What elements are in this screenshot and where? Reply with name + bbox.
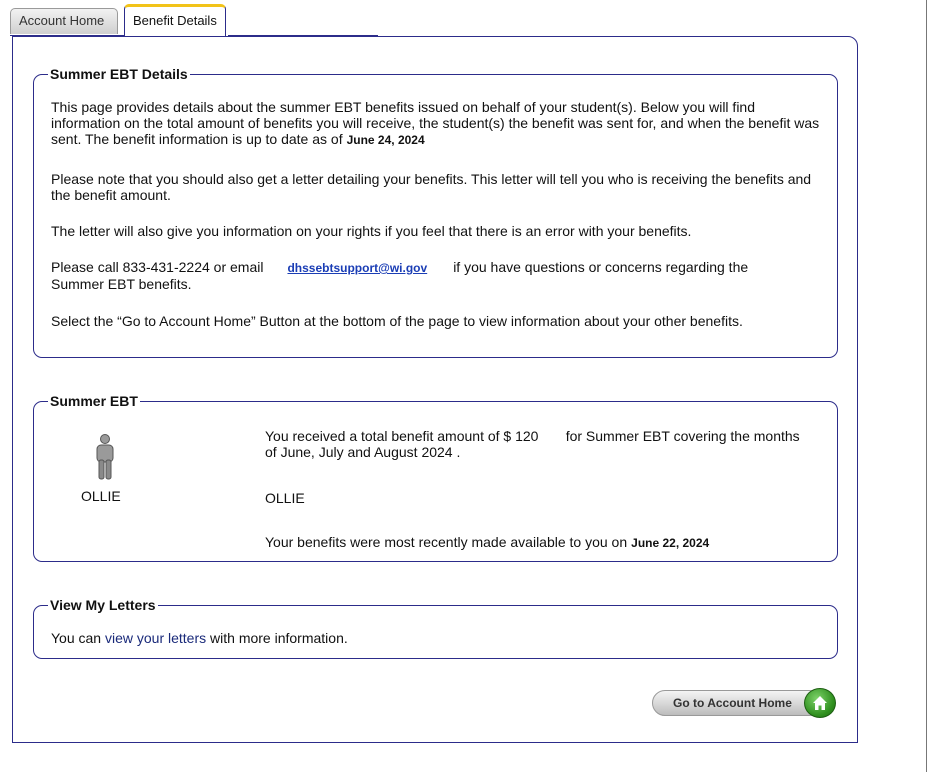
recent-benefit: [265, 534, 815, 551]
student-name: OLLIE: [265, 490, 305, 506]
letters-after: with more information.: [210, 630, 348, 646]
window-edge: [926, 0, 927, 772]
letters-before: You can: [51, 630, 102, 646]
home-icon: [812, 695, 828, 711]
details-section: [33, 66, 838, 358]
benefit-total-before: You received a total benefit amount of $ 120: [265, 428, 539, 444]
home-icon-circle: [804, 688, 836, 718]
details-letter-note: Please note that you should also get a letter detailing your benefits. This letter will tell you who is receiving the benefits and the benefit amount.: [51, 171, 812, 203]
letters-text: [51, 630, 348, 646]
info-date: June 24, 2024: [346, 133, 425, 147]
summer-ebt-legend: Summer EBT: [50, 393, 138, 409]
contact-after: if you have questions or concerns regarding the Summer EBT benefits.: [51, 259, 749, 292]
tab-benefit-details[interactable]: Benefit Details: [124, 4, 226, 36]
details-rights-note: The letter will also give you information on your rights if you feel that there is an error with your benefits.: [51, 223, 692, 239]
go-to-account-home-label: Go to Account Home: [652, 690, 822, 716]
details-select-note: Select the “Go to Account Home” Button at the bottom of the page to view information about your other benefits.: [51, 313, 743, 329]
letters-legend: View My Letters: [50, 597, 156, 613]
go-to-account-home-button[interactable]: [652, 688, 838, 718]
details-contact: [51, 259, 791, 292]
child-name: OLLIE: [81, 488, 121, 504]
details-intro-text: This page provides details about the summer EBT benefits issued on behalf of your student(s). Below you will find information on the total amount of benefits you will receive, the student(s) the benefit was sent for, and when the benefit was sent. The benefit information is up to date as of: [51, 99, 820, 147]
benefit-total-after: for Summer EBT covering the months of June, July and August 2024 .: [265, 428, 800, 460]
benefit-total: [265, 428, 815, 460]
details-legend: Summer EBT Details: [50, 66, 188, 82]
support-email-link[interactable]: dhssebtsupport@wi.gov: [287, 261, 428, 275]
summer-ebt-section: [33, 393, 838, 562]
contact-before: Please call 833-431-2224 or email: [51, 259, 264, 275]
recent-benefit-date: June 22, 2024: [631, 536, 710, 550]
view-letters-link[interactable]: view your letters: [104, 630, 207, 646]
letters-section: [33, 597, 838, 659]
recent-benefit-text: Your benefits were most recently made available to you on: [265, 534, 628, 550]
details-intro: [51, 99, 821, 148]
person-icon: [93, 434, 117, 480]
tab-account-home[interactable]: Account Home: [10, 8, 118, 34]
